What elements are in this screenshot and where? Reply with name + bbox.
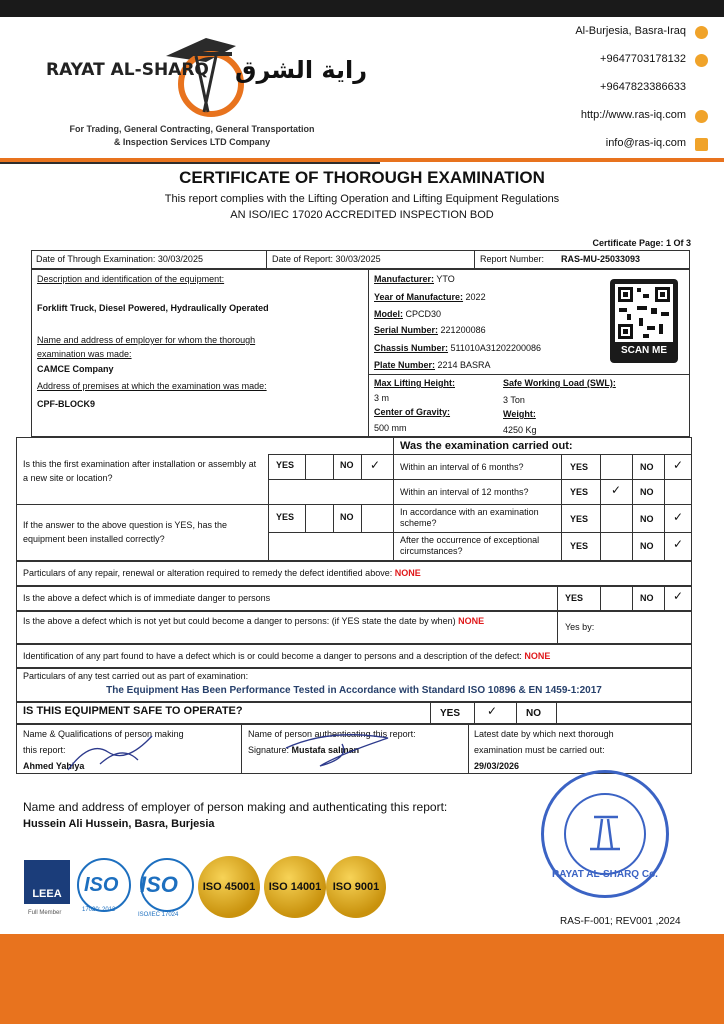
serial-label: Serial Number:: [374, 325, 439, 335]
interval-12-label: Within an interval of 12 months?: [400, 487, 529, 497]
immediate-no: NO: [640, 593, 654, 603]
leea-logo: [24, 860, 70, 904]
safe-yes: YES: [440, 708, 461, 719]
leea-logo-text: LEEA: [32, 888, 62, 900]
year-label: Year of Manufacture:: [374, 292, 464, 302]
contact-phone-2: +9647823386633: [600, 81, 686, 93]
q1-no-label: NO: [340, 460, 354, 470]
q2-yes-label: YES: [276, 512, 295, 522]
tagline-line-1: For Trading, General Contracting, General Transportation: [69, 124, 315, 134]
max-height: 3 m: [374, 393, 390, 403]
future-danger-question: Is the above a defect which is not yet but could become a danger to persons: (if YES state the date by when): [23, 616, 456, 626]
contact-website[interactable]: http://www.ras-iq.com: [580, 109, 686, 121]
first-exam-question: Is this the first examination after installation or assembly at a new site or location?: [23, 459, 257, 483]
certificate-page: Certificate Page: 1 Of 3: [592, 238, 691, 248]
chassis-label: Chassis Number:: [374, 343, 449, 353]
iso-17024-text: ISO: [140, 872, 178, 897]
installed-correctly-question: If the answer to the above question is YES, has the equipment been installed correctly?: [23, 520, 227, 544]
employer-making-value: Hussein Ali Hussein, Basra, Burjesia: [23, 818, 215, 830]
certificate-title: CERTIFICATE OF THOROUGH EXAMINATION: [179, 168, 545, 187]
yes-by-label: Yes by:: [565, 622, 595, 632]
i12-yes: YES: [570, 487, 589, 497]
i6-yes: YES: [570, 462, 589, 472]
iso-9001-badge: ISO 9001: [326, 856, 386, 918]
phone-icon: [695, 54, 708, 67]
tests-label: Particulars of any test carried out as part of examination:: [23, 671, 249, 681]
exceptional-yes: YES: [570, 541, 589, 551]
interval-6-label: Within an interval of 6 months?: [400, 462, 524, 472]
iso-45001-badge: ISO 45001: [198, 856, 260, 918]
i12-yes-check[interactable]: ✓: [611, 483, 622, 497]
exceptional-no-check[interactable]: ✓: [673, 537, 684, 551]
scheme-no: NO: [640, 514, 654, 524]
safe-yes-check[interactable]: ✓: [487, 704, 498, 718]
auth-signature-icon: [280, 724, 400, 772]
manufacturer: YTO: [436, 274, 455, 284]
latest-label-2: examination must be carried out:: [474, 745, 605, 755]
i6-no: NO: [640, 462, 654, 472]
subtitle-2: AN ISO/IEC 17020 ACCREDITED INSPECTION BOD: [230, 209, 494, 221]
model-label: Model:: [374, 309, 403, 319]
swl-label: Safe Working Load (SWL):: [503, 378, 616, 388]
employer-label-1: Name and address of employer for whom the thorough: [37, 335, 256, 345]
premises-value: CPF-BLOCK9: [37, 399, 95, 409]
identification-none: NONE: [524, 651, 551, 661]
plate: 2214 BASRA: [437, 360, 491, 370]
identification-label: Identification of any part found to have a defect which is or could become a danger to persons and a description of the defect:: [23, 651, 522, 661]
iso-17024-sub: ISO/IEC 17024: [138, 912, 179, 918]
qr-code-icon: [615, 284, 673, 342]
q1-no-check[interactable]: ✓: [370, 458, 381, 472]
signature-label: Signature:: [248, 745, 290, 755]
iso-14001-badge: ISO 14001: [264, 856, 326, 918]
year: 2022: [465, 292, 486, 302]
latest-label-1: Latest date by which next thorough: [474, 729, 614, 739]
employer-label-2: examination was made:: [37, 349, 132, 359]
cog: 500 mm: [374, 423, 407, 433]
contact-address: Al-Burjesia, Basra-Iraq: [575, 25, 686, 37]
auth-label: Name of person authenticating this report:: [248, 729, 416, 739]
i6-no-check[interactable]: ✓: [673, 458, 684, 472]
brand-name: RAYAT AL-SHARQ: [46, 60, 209, 80]
weight: 4250 Kg: [503, 425, 537, 435]
max-height-label: Max Lifting Height:: [374, 378, 455, 388]
i12-no: NO: [640, 487, 654, 497]
cog-label: Center of Gravity:: [374, 407, 451, 417]
tests-value: The Equipment Has Been Performance Tested in Accordance with Standard ISO 10896 & EN 1459-1:2017: [106, 685, 602, 696]
person-value: Ahmed Yahiya: [23, 761, 85, 771]
immediate-no-check[interactable]: ✓: [673, 589, 684, 603]
signature-value: Mustafa salman: [291, 745, 360, 755]
scheme-yes: YES: [570, 514, 589, 524]
q1-yes-label: YES: [276, 460, 295, 470]
latest-value: 29/03/2026: [474, 761, 520, 771]
mail-icon: [695, 138, 708, 151]
company-stamp: [541, 770, 669, 898]
location-icon: [695, 26, 708, 39]
iso-17020-text: ISO: [84, 874, 119, 896]
equipment-desc-label: Description and identification of the equipment:: [37, 274, 225, 284]
exceptional-no: NO: [640, 541, 654, 551]
top-bar: [0, 0, 724, 17]
header-divider-dark: [0, 162, 380, 164]
premises-label: Address of premises at which the examination was made:: [37, 381, 267, 391]
person-label-2: this report:: [23, 745, 66, 755]
person-label-1: Name & Qualifications of person making: [23, 729, 184, 739]
model: CPCD30: [405, 309, 442, 319]
contact-phone-1: +9647703178132: [600, 53, 686, 65]
contact-email[interactable]: info@ras-iq.com: [605, 137, 686, 149]
scheme-label: In accordance with an examination scheme?: [400, 507, 539, 528]
plate-label: Plate Number:: [374, 360, 436, 370]
immediate-yes: YES: [565, 593, 584, 603]
globe-icon: [695, 110, 708, 123]
scan-me-label: SCAN ME: [620, 345, 668, 356]
safe-question: IS THIS EQUIPMENT SAFE TO OPERATE?: [23, 705, 243, 717]
future-danger-none: NONE: [458, 616, 485, 626]
exceptional-label: After the occurrence of exceptional circumstances?: [400, 535, 540, 556]
form-reference: RAS-F-001; REV001 ,2024: [560, 916, 681, 927]
employer-making-label: Name and address of employer of person making and authenticating this report:: [23, 800, 448, 814]
report-number-label: Report Number:: [480, 254, 545, 264]
leea-sub: Full Member: [28, 910, 62, 916]
scheme-no-check[interactable]: ✓: [673, 510, 684, 524]
manufacturer-label: Manufacturer:: [374, 274, 435, 284]
repair-none: NONE: [394, 568, 421, 578]
iso-17020-sub: 17020: 2012: [82, 907, 116, 913]
report-date: Date of Report: 30/03/2025: [272, 254, 381, 264]
footer-band: [0, 934, 724, 1024]
person-signature-icon: [60, 730, 170, 774]
weight-label: Weight:: [503, 409, 536, 419]
equipment-desc: Forklift Truck, Diesel Powered, Hydraulically Operated: [37, 303, 269, 313]
q2-no-label: NO: [340, 512, 354, 522]
employer-value: CAMCE Company: [37, 364, 114, 374]
immediate-danger-question: Is the above a defect which is of immediate danger to persons: [23, 593, 271, 603]
report-number: RAS-MU-25033093: [561, 254, 641, 264]
stamp-text: RAYAT AL-SHARQ Co.: [552, 869, 658, 880]
brand-name-arabic: راية الشرق: [235, 56, 368, 84]
carried-out-heading: Was the examination carried out:: [400, 440, 573, 452]
tagline-line-2: & Inspection Services LTD Company: [113, 137, 271, 147]
repair-label: Particulars of any repair, renewal or alteration required to remedy the defect identified above:: [23, 568, 393, 578]
exam-date: Date of Through Examination: 30/03/2025: [36, 254, 203, 264]
qr-code-box[interactable]: [610, 279, 678, 363]
chassis: 511010A31202200086: [450, 343, 541, 353]
safe-no: NO: [526, 708, 541, 719]
subtitle-1: This report complies with the Lifting Operation and Lifting Equipment Regulations: [164, 193, 560, 205]
serial: 221200086: [440, 325, 486, 335]
swl: 3 Ton: [503, 395, 525, 405]
